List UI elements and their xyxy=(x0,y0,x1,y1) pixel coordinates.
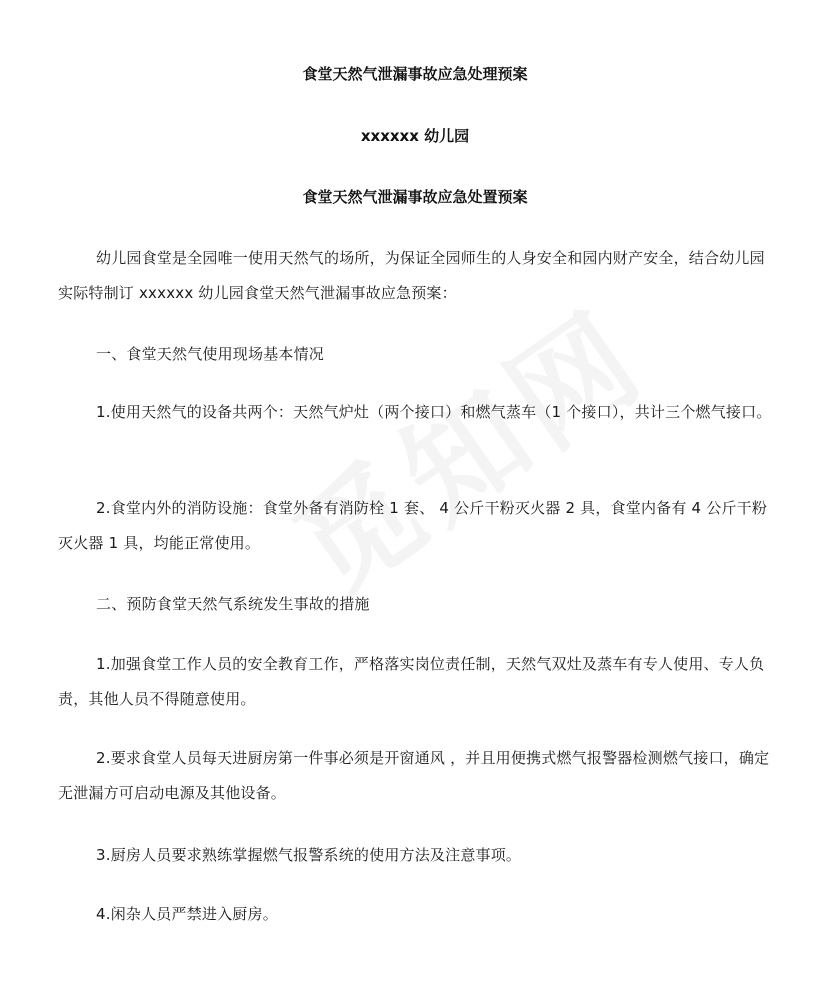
watermark xyxy=(256,264,674,629)
section-1-item-1: 1.使用天然气的设备共两个：天然气炉灶（两个接口）和燃气蒸车（1 个接口），共计三个燃气接口。 xyxy=(96,403,772,421)
section-2-item-4: 4.闲杂人员严禁进入厨房。 xyxy=(96,905,278,923)
plan-subtitle: 食堂天然气泄漏事故应急处置预案 xyxy=(302,188,528,206)
section-2-item-1: 1.加强食堂工作人员的安全教育工作，严格落实岗位责任制，天然气双灶及蒸车有专人使用、专人负责，其他人员不得随意使用。 xyxy=(58,655,765,708)
document-title: 食堂天然气泄漏事故应急处理预案 xyxy=(302,65,528,83)
section-2-item-3: 3.厨房人员要求熟练掌握燃气报警系统的使用方法及注意事项。 xyxy=(96,846,522,864)
section-2-item-2: 2.要求食堂人员每天进厨房第一件事必须是开窗通风 ，并且用便携式燃气报警器检测燃气接口，确定无泄漏方可启动电源及其他设备。 xyxy=(58,749,770,802)
organization-name: xxxxxx 幼儿园 xyxy=(360,127,470,145)
section-2-heading: 二、预防食堂天然气系统发生事故的措施 xyxy=(96,595,370,613)
section-1-heading: 一、食堂天然气使用现场基本情况 xyxy=(96,345,325,363)
intro-paragraph: 幼儿园食堂是全园唯一使用天然气的场所，为保证全园师生的人身安全和园内财产安全，结合幼儿园实际特制订 xxxxxx 幼儿园食堂天然气泄漏事故应急预案： xyxy=(58,249,765,302)
section-1-item-2: 2.食堂内外的消防设施：食堂外备有消防栓 1 套、 4 公斤干粉灭火器 2 具，食堂内备有 4 公斤干粉灭火器 1 具，均能正常使用。 xyxy=(58,499,768,552)
